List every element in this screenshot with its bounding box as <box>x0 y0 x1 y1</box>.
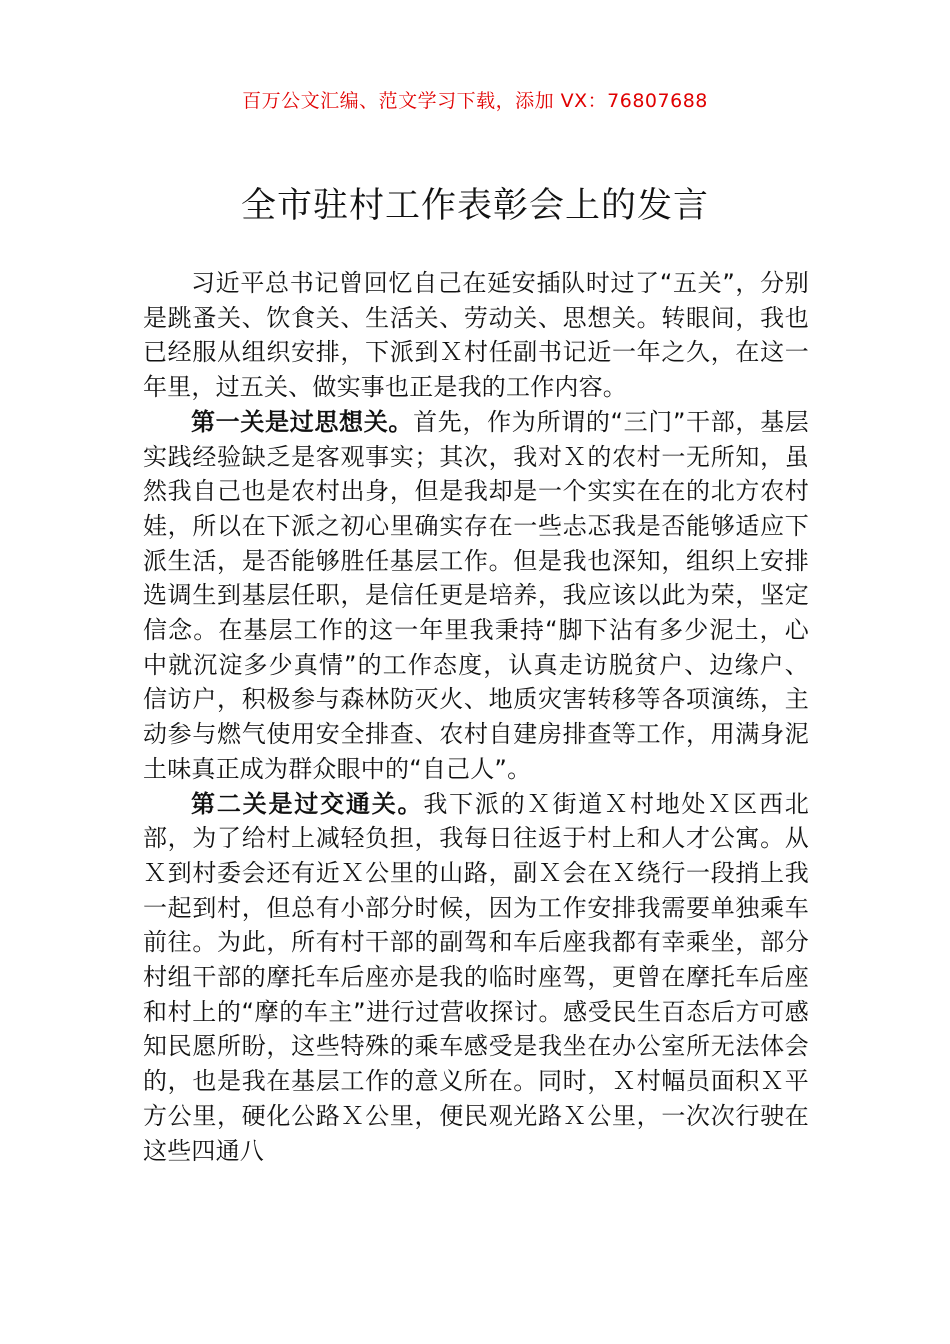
paragraph-second-pass <box>143 787 809 1169</box>
paragraph-lead-heading: 第一关是过思想关。 <box>191 407 414 436</box>
paragraph-text: 习近平总书记曾回忆自己在延安插队时过了“五关”，分别是跳蚤关、饮食关、生活关、劳动关、思想关。转眼间，我也已经服从组织安排，下派到Ｘ村任副书记近一年之久，在这一年里，过五关、做实事也正是我的工作内容。 <box>143 269 809 402</box>
paragraph-first-pass <box>143 405 809 787</box>
watermark-header: 百万公文汇编、范文学习下载，添加 VX：76807688 <box>242 90 708 112</box>
document-body <box>143 266 809 1168</box>
page-title: 全市驻村工作表彰会上的发言 <box>240 186 709 226</box>
paragraph-intro <box>143 266 809 405</box>
paragraph-text: 我下派的Ｘ街道Ｘ村地处Ｘ区西北部，为了给村上减轻负担，我每日往返于村上和人才公寓。从Ｘ到村委会还有近Ｘ公里的山路，副Ｘ会在Ｘ绕行一段捎上我一起到村，但总有小部分时候，因为工作安排我需要单独乘车前往。为此，所有村干部的副驾和车后座我都有幸乘坐，部分村组干部的摩托车后座亦是我的临时座驾，更曾在摩托车后座和村上的“摩的车主”进行过营收探讨。感受民生百态后方可感知民愿所盼，这些特殊的乘车感受是我坐在办公室所无法体会的，也是我在基层工作的意义所在。同时，Ｘ村幅员面积Ｘ平方公里，硬化公路Ｘ公里，便民观光路Ｘ公里，一次次行驶在这些四通八 <box>143 789 809 1165</box>
paragraph-text: 首先，作为所谓的“三门”干部，基层实践经验缺乏是客观事实；其次，我对Ｘ的农村一无所知，虽然我自己也是农村出身，但是我却是一个实实在在的北方农村娃，所以在下派之初心里确实存在一些忐忑我是否能够适应下派生活，是否能够胜任基层工作。但是我也深知，组织上安排选调生到基层任职，是信任更是培养，我应该以此为荣，坚定信念。在基层工作的这一年里我秉持“脚下沾有多少泥土，心中就沉淀多少真情”的工作态度，认真走访脱贫户、边缘户、信访户，积极参与森林防灭火、地质灾害转移等各项演练，主动参与燃气使用安全排查、农村自建房排查等工作，用满身泥土味真正成为群众眼中的“自己人”。 <box>143 407 809 783</box>
paragraph-lead-heading: 第二关是过交通关。 <box>191 789 424 818</box>
